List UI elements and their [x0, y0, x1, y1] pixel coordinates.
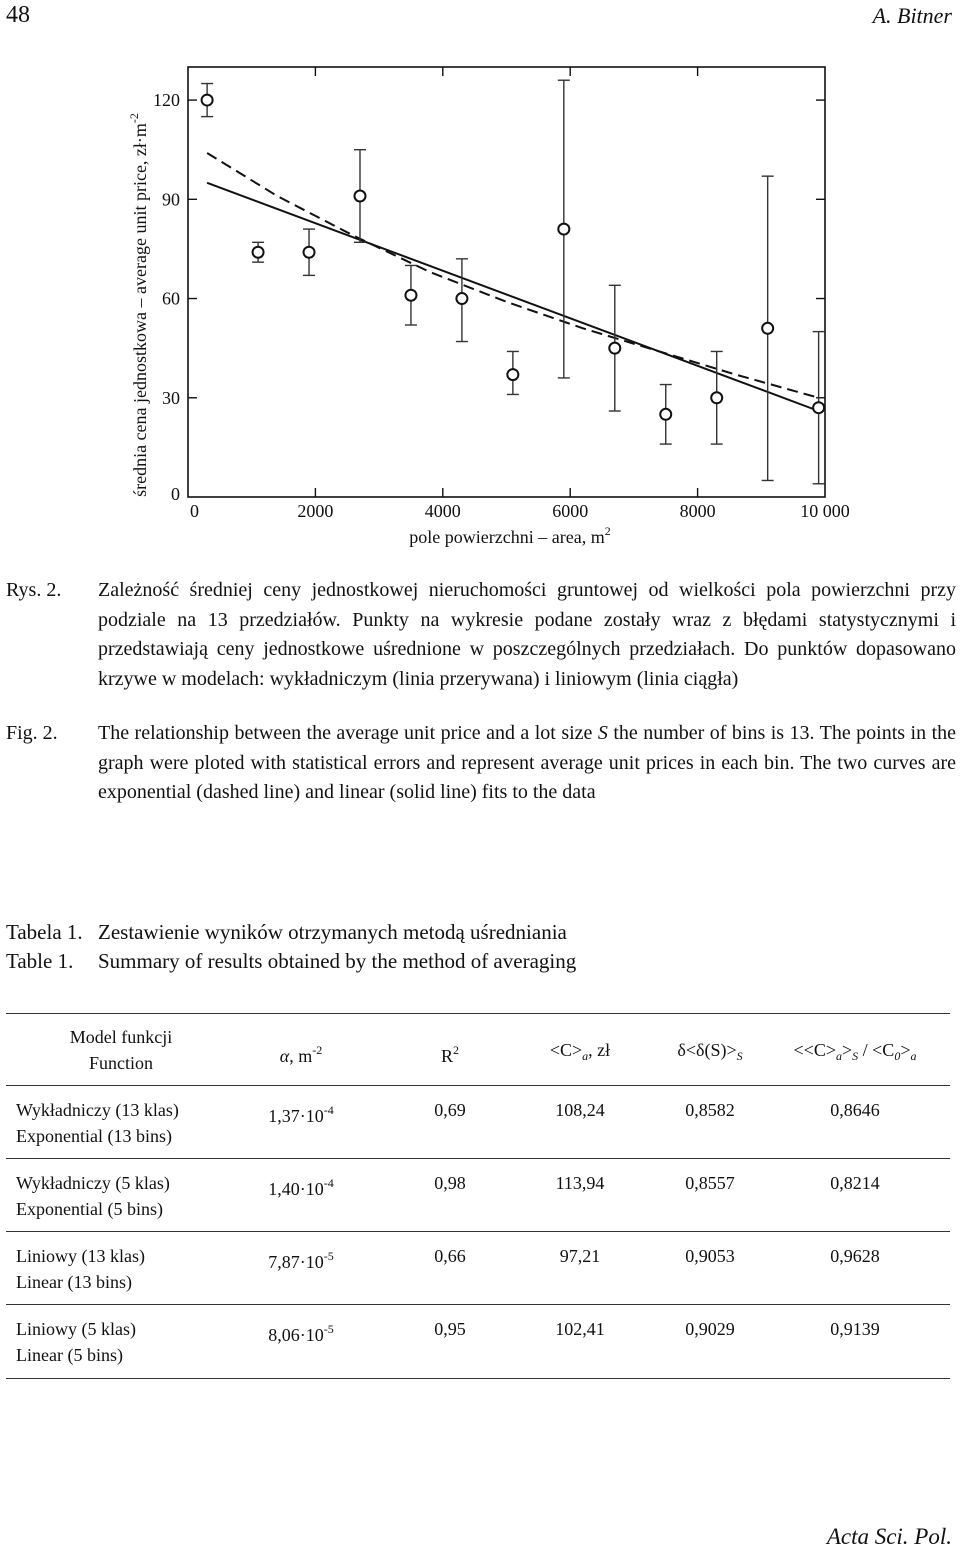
y-tick-label: 0	[171, 484, 180, 504]
figure-caption-pl-label: Rys. 2.	[6, 579, 62, 601]
table-cell-delta: 0,9029	[685, 1319, 735, 1339]
figure-caption-en-text: The relationship between the average unit price and a lot size S the number of bins is 13. The points in the graph were ploted with statistical errors and represent average unit prices in each bin. The two curves are exponential (dashed line) and linear (solid line) fits to the data	[98, 722, 956, 803]
page-number: 48	[6, 2, 30, 28]
table-row-model: Wykładniczy (5 klas) Exponential (5 bins)	[16, 1173, 170, 1219]
table-cell-ratio: 0,8214	[830, 1173, 880, 1193]
y-tick-label: 120	[153, 90, 180, 111]
table-cell-ratio: 0,9139	[830, 1319, 880, 1339]
chart-axes	[153, 67, 850, 521]
figure-caption-pl-text: Zależność średniej ceny jednostkowej nieruchomości gruntowej od wielkości pola powierzchni przy podziale na 13 przedziałów. Punkty na wykresie podane zostały wraz z błędami statystycznymi i przedstawiają ceny jednostkowe uśrednione w poszczególnych przedziałach. Do punktów dopasowano krzywe w modelach: wykładniczym (linia przerywana) i liniowym (linia ciągła)	[98, 579, 956, 690]
table-cell-r2: 0,69	[434, 1100, 466, 1120]
data-point	[813, 402, 824, 413]
data-point	[202, 95, 213, 106]
data-point	[405, 290, 416, 301]
figure-chart	[100, 55, 850, 555]
y-tick-label: 90	[162, 189, 180, 210]
table-cell-delta: 0,9053	[685, 1246, 735, 1266]
x-tick-label: 6000	[552, 501, 589, 521]
x-tick-label: 8000	[679, 501, 716, 521]
table-header-ratio: $<<C>_a>_S / <C_0>_a$	[793, 1040, 917, 1063]
table-header-mean-c: $<C>_a$, zł	[549, 1040, 611, 1063]
table-cell-alpha: $1,37\cdot 10^{-4}$	[268, 1103, 334, 1126]
table-title-en	[6, 949, 576, 974]
table-cell-r2: 0,66	[434, 1246, 466, 1266]
table-rule-row	[6, 1304, 950, 1305]
table-header-alpha: α, $m^{-2}$	[279, 1043, 323, 1066]
table-rule-bottom	[6, 1378, 950, 1379]
table-rule-top	[6, 1013, 950, 1014]
x-tick-label: 2000	[297, 501, 334, 521]
table-cell-r2: 0,98	[434, 1173, 466, 1193]
table-cell-mean-c: 113,94	[555, 1173, 605, 1193]
x-tick-label: 4000	[424, 501, 461, 521]
table-cell-delta: 0,8582	[685, 1100, 735, 1120]
table-cell-mean-c: 102,41	[555, 1319, 605, 1339]
x-axis-label: pole powierzchni – area, $m^2$	[409, 524, 611, 547]
plot-frame	[188, 67, 825, 497]
table-cell-alpha: $7,87\cdot 10^{-5}$	[268, 1249, 334, 1272]
table-rule-row	[6, 1231, 950, 1232]
table-cell-delta: 0,8557	[685, 1173, 735, 1193]
chart-points	[201, 80, 825, 484]
table-header-delta: $\delta<\delta(S)>_S$	[677, 1040, 743, 1063]
table-cell-alpha: $1,40\cdot 10^{-4}$	[268, 1176, 334, 1199]
table-rule-row	[6, 1158, 950, 1159]
table-title-pl	[6, 920, 567, 945]
data-point	[507, 369, 518, 380]
data-point	[609, 343, 620, 354]
figure-caption-en	[6, 719, 956, 808]
y-tick-label: 60	[162, 288, 180, 309]
table-cell-mean-c: 97,21	[559, 1246, 601, 1266]
table-title-pl-text: Zestawienie wyników otrzymanych metodą uśredniania	[98, 920, 567, 944]
y-axis-label: średnia cena jednostkowa – average unit price, $zł\cdot m^{-2}$	[127, 113, 150, 497]
data-point	[711, 392, 722, 403]
data-point	[660, 409, 671, 420]
table-title-pl-label: Tabela 1.	[6, 920, 83, 944]
table-row-model: Liniowy (5 klas) Linear (5 bins)	[16, 1319, 136, 1365]
table-cell-ratio: 0,8646	[830, 1100, 880, 1120]
table-row-model: Liniowy (13 klas) Linear (13 bins)	[16, 1246, 145, 1292]
data-point	[354, 191, 365, 202]
table-row-model: Wykładniczy (13 klas) Exponential (13 bins)	[16, 1100, 179, 1146]
x-tick-label: 0	[190, 501, 199, 521]
table-rule-header	[6, 1085, 950, 1086]
data-point	[762, 323, 773, 334]
data-point	[253, 247, 264, 258]
data-point	[558, 224, 569, 235]
table-header-r2: $R^2$	[440, 1043, 459, 1066]
data-point	[456, 293, 467, 304]
figure-caption-pl	[6, 576, 956, 694]
table-cell-mean-c: 108,24	[555, 1100, 605, 1120]
table-header-model: Model funkcji Function	[69, 1027, 173, 1073]
y-tick-label: 30	[162, 387, 180, 408]
table-cell-ratio: 0,9628	[830, 1246, 880, 1266]
table-title-en-text: Summary of results obtained by the method of averaging	[98, 949, 577, 973]
table-cell-r2: 0,95	[434, 1319, 466, 1339]
data-point	[304, 247, 315, 258]
table-cell-alpha: $8,06\cdot 10^{-5}$	[268, 1322, 334, 1345]
table-title-en-label: Table 1.	[6, 949, 74, 973]
running-foot-journal: Acta Sci. Pol.	[826, 1524, 952, 1549]
x-tick-label: 10 000	[800, 501, 850, 521]
figure-caption-en-label: Fig. 2.	[6, 722, 58, 744]
running-head-author: A. Bitner	[872, 3, 952, 28]
